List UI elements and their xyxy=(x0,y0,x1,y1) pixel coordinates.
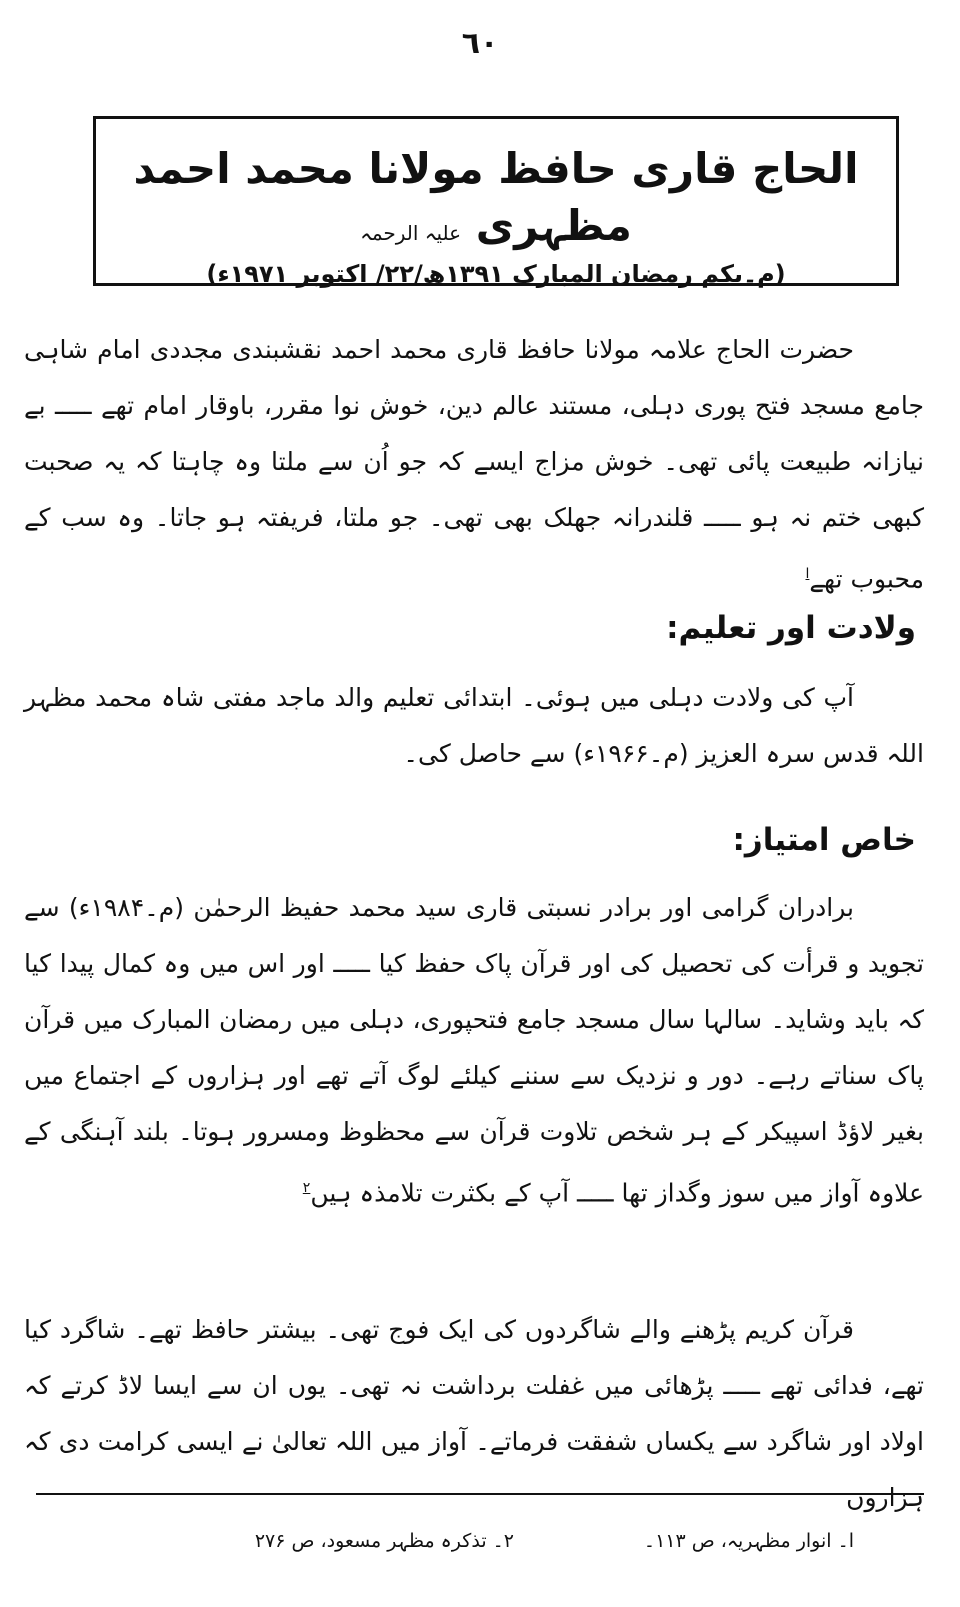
birth-paragraph xyxy=(24,670,924,782)
page-number: ٦٠ xyxy=(461,26,499,61)
students-text: قرآن کریم پڑھنے والے شاگردوں کی ایک فوج تھی۔ بیشتر حافظ تھے۔ شاگرد کیا تھے، فدائی تھے ـــــ پڑھائی میں غفلت برداشت نہ تھی۔ یوں ان سے ایسا لاڈ کرتے کہ اولاد اور شاگرد سے یکساں شفقت فرماتے۔ آواز میں اللہ تعالیٰ نے ایسی کرامت دی کہ ہزاروں xyxy=(24,1315,924,1512)
title-name: الحاج قاری حافظ مولانا محمد احمد مظہری xyxy=(133,144,859,250)
footnote-mark-2: ۲ xyxy=(302,1180,311,1196)
intro-paragraph xyxy=(24,322,924,607)
distinction-text: برادران گرامی اور برادر نسبتی قاری سید محمد حفیظ الرحمٰن (م۔۱۹۸۴ء) سے تجوید و قرأت کی تحصیل کی اور قرآن پاک حفظ کیا ـــــ اور اس میں وہ کمال پیدا کیا کہ باید وشاید۔ سالہا سال مسجد جامع فتحپوری، دہلی میں رمضان المبارک میں قرآن پاک سناتے رہے۔ دور و نزدیک سے سننے کیلئے لوگ آتے تھے اور ہزاروں کے اجتماع میں بغیر لاؤڈ اسپیکر کے ہر شخص تلاوت قرآن سے محظوظ ومسرور ہوتا۔ بلند آہنگی کے علاوہ آواز میں سوز وگداز تھا ـــــ آپ کے بکثرت تلامذہ ہیں xyxy=(24,893,924,1208)
footnote-divider xyxy=(36,1493,924,1495)
distinction-paragraph xyxy=(24,880,924,1221)
section-heading-birth: ولادت اور تعلیم: xyxy=(666,610,916,646)
title-box xyxy=(93,116,899,289)
footnote-2: ۲۔ تذکرہ مظہر مسعود، ص ۲۷۶ xyxy=(254,1530,514,1552)
title-heading xyxy=(96,141,896,254)
title-subtitle-dates: (م۔یکم رمضان المبارک ۱۳۹۱ھ/۲۲/ اکتوبر ۱۹۷۱ء) xyxy=(206,260,786,289)
footnotes xyxy=(60,1530,924,1570)
section-heading-distinction: خاص امتیاز: xyxy=(732,822,916,858)
intro-text: حضرت الحاج علامہ مولانا حافظ قاری محمد احمد نقشبندی مجددی امام شاہی جامع مسجد فتح پوری دہلی، مستند عالم دین، خوش نوا مقرر، باوقار امام تھے ـــــ بے نیازانہ طبیعت پائی تھی۔ خوش مزاج ایسے کہ جو اُن سے ملتا وہ چاہتا کہ یہ صحبت کبھی ختم نہ ہو ـــــ قلندرانہ جھلک بھی تھی۔ جو ملتا، فریفتہ ہو جاتا۔ وہ سب کے محبوب تھے xyxy=(24,335,924,594)
footnote-mark-1: ا xyxy=(805,566,810,582)
title-honorific: علیہ الرحمہ xyxy=(360,220,462,245)
birth-text: آپ کی ولادت دہلی میں ہوئی۔ ابتدائی تعلیم والد ماجد مفتی شاہ محمد مظہر اللہ قدس سرہ العزیز (م۔۱۹۶۶ء) سے حاصل کی۔ xyxy=(24,683,924,768)
footnote-1: ا۔ انوار مظہریہ، ص ۱۱۳۔ xyxy=(643,1530,854,1552)
